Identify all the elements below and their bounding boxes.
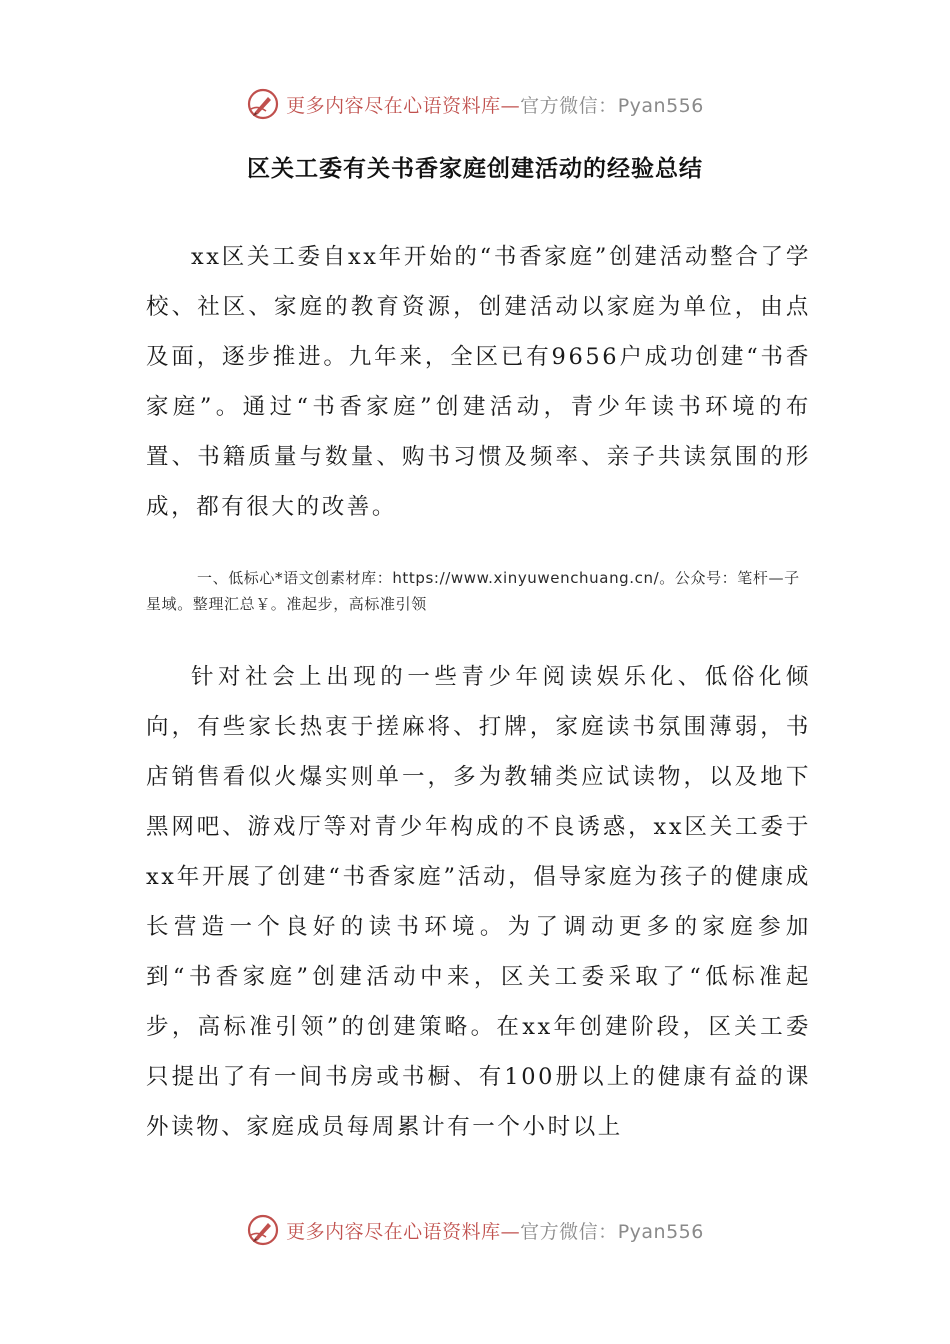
header-banner	[0, 84, 950, 124]
banner-site-text: 更多内容尽在心语资料库	[286, 94, 501, 117]
note-url: https://www.xinyuwenchuang.cn/	[392, 569, 660, 587]
banner-wechat-id: Pyan556	[617, 94, 704, 117]
banner-separator: —	[500, 1220, 521, 1243]
paragraph-2: 针对社会上出现的一些青少年阅读娱乐化、低俗化倾向，有些家长热衷于搓麻将、打牌，家庭读书氛围薄弱，书店销售看似火爆实则单一，多为教辅类应试读物，以及地下黑网吧、游戏厅等对青少年构成的不良诱惑，xx区关工委于xx年开展了创建“书香家庭”活动，倡导家庭为孩子的健康成长营造一个良好的读书环境。为了调动更多的家庭参加到“书香家庭”创建活动中来，区关工委采取了“低标准起步，高标准引领”的创建策略。在xx年创建阶段，区关工委只提出了有一间书房或书橱、有100册以上的健康有益的课外读物、家庭成员每周累计有一个小时以上	[146, 664, 811, 1140]
banner-text	[286, 91, 704, 118]
note-suffix: 。公众号：笔杆—子星域。整理汇总￥。准起步，高标准引领	[146, 569, 800, 613]
banner-text	[286, 1217, 704, 1244]
document-title: 区关工委有关书香家庭创建活动的经验总结	[247, 156, 703, 182]
banner-site-text: 更多内容尽在心语资料库	[286, 1220, 501, 1243]
paragraph-1: xx区关工委自xx年开始的“书香家庭”创建活动整合了学校、社区、家庭的教育资源，创建活动以家庭为单位，由点及面，逐步推进。九年来，全区已有9656户成功创建“书香家庭”。通过“书香家庭”创建活动，青少年读书环境的布置、书籍质量与数量、购书习惯及频率、亲子共读氛围的形成，都有很大的改善。	[146, 244, 811, 520]
pen-logo-icon	[246, 87, 280, 121]
note-prefix: 一、低标心*语文创素材库：	[197, 569, 393, 587]
watermark-note	[146, 565, 811, 617]
banner-wechat-id: Pyan556	[617, 1220, 704, 1243]
banner-wechat-label: 官方微信：	[520, 94, 618, 117]
banner-wechat-label: 官方微信：	[520, 1220, 618, 1243]
footer-banner	[0, 1210, 950, 1250]
banner-separator: —	[500, 94, 521, 117]
pen-logo-icon	[246, 1213, 280, 1247]
